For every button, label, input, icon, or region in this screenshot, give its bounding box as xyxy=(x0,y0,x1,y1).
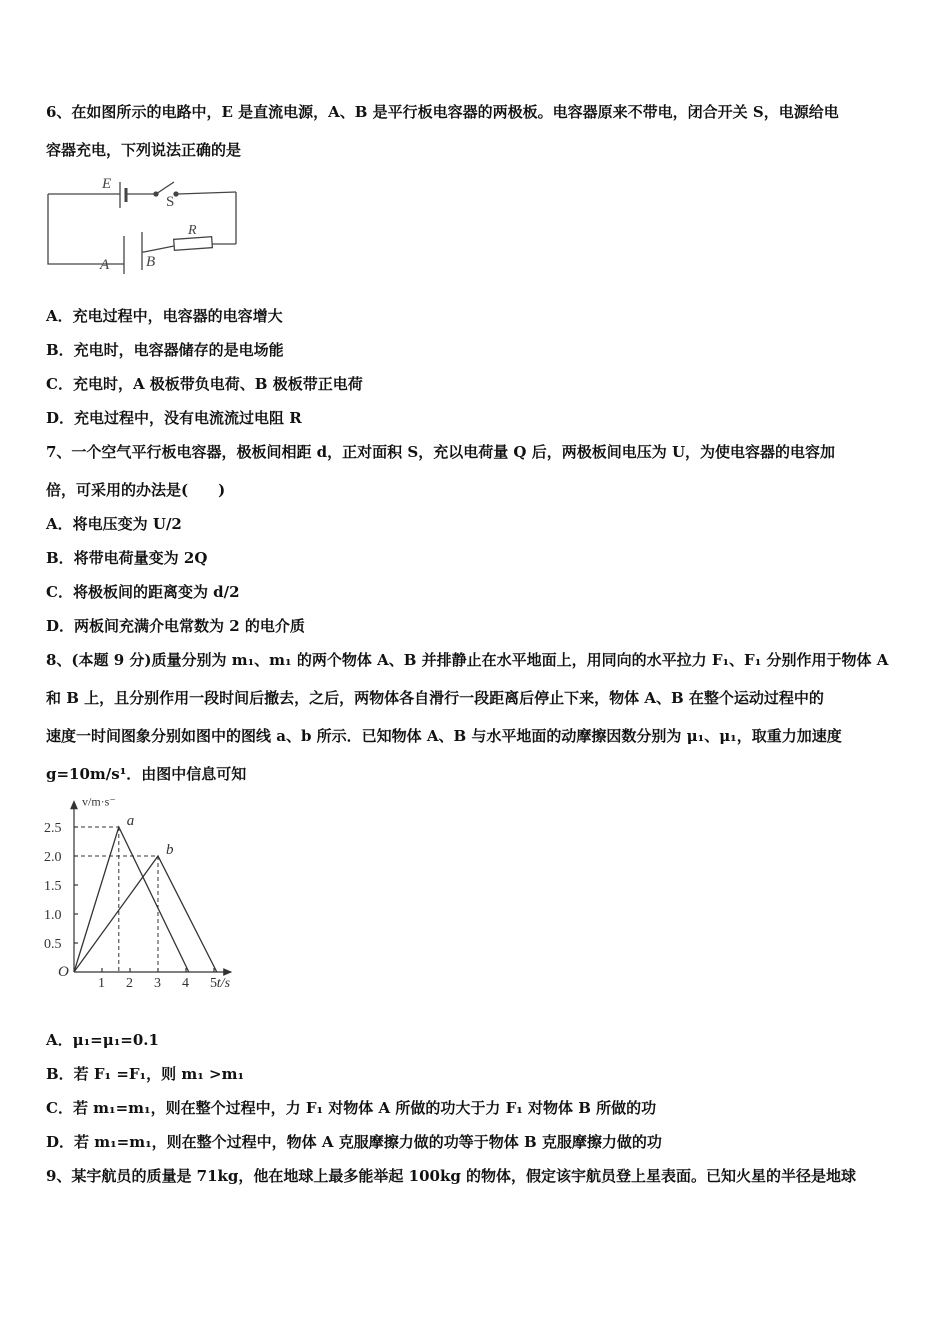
q6-option-d[interactable]: D．充电过程中，没有电流流过电阻 R xyxy=(46,409,302,427)
q7-stem-line2: 倍，可采用的办法是( ) xyxy=(46,481,226,499)
q6-option-b[interactable]: B．充电时，电容器储存的是电场能 xyxy=(46,341,284,359)
q6-option-a[interactable]: A．充电过程中，电容器的电容增大 xyxy=(46,307,283,325)
q7-stem-line1: 7、一个空气平行板电容器，极板间相距 d，正对面积 S，充以电荷量 Q 后，两极板间电压为 U，为使电容器的电容加 xyxy=(46,443,836,461)
label-s: S xyxy=(166,194,175,210)
q8-option-c[interactable]: C．若 m₁=m₁，则在整个过程中，力 F₁ 对物体 A 所做的功大于力 F₁ 对物体 B 所做的功 xyxy=(46,1099,657,1117)
series-line-b xyxy=(74,856,217,972)
q8-stem-line4: g=10m/s¹．由图中信息可知 xyxy=(46,765,247,783)
y-tick-label: 1.0 xyxy=(44,908,62,923)
x-axis-arrow xyxy=(224,969,231,975)
label-e: E xyxy=(102,176,112,192)
wire-left xyxy=(48,194,124,264)
velocity-time-chart xyxy=(40,794,260,994)
q7-option-d[interactable]: D．两板间充满介电常数为 2 的电介质 xyxy=(46,617,305,635)
q6-stem-line2: 容器充电，下列说法正确的是 xyxy=(46,141,242,159)
resistor xyxy=(174,237,213,251)
y-tick-label: 0.5 xyxy=(44,937,62,952)
y-tick-label: 1.5 xyxy=(44,879,62,894)
series-label-b: b xyxy=(166,842,174,858)
y-axis-label: v/m·s⁻ xyxy=(82,794,116,809)
x-axis-label: t/s xyxy=(216,976,231,991)
x-tick-label: 3 xyxy=(154,976,161,991)
label-r: R xyxy=(188,223,197,238)
q7-option-a[interactable]: A．将电压变为 U/2 xyxy=(46,515,182,533)
y-tick-label: 2.0 xyxy=(44,850,62,865)
q6-stem-line1: 6、在如图所示的电路中，E 是直流电源，A、B 是平行板电容器的两极板。电容器原来不带电，闭合开关 S，电源给电 xyxy=(46,103,839,121)
circuit-diagram xyxy=(44,172,244,276)
series-label-a: a xyxy=(126,813,135,829)
q8-stem-line2: 和 B 上，且分别作用一段时间后撤去，之后，两物体各自滑行一段距离后停止下来，物体 A、B 在整个运动过程中的 xyxy=(46,689,824,707)
label-a: A xyxy=(100,257,110,273)
x-tick-label: 1 xyxy=(98,976,105,991)
q8-option-b[interactable]: B．若 F₁ =F₁，则 m₁ >m₁ xyxy=(46,1065,245,1083)
switch-blade xyxy=(156,182,174,194)
label-b: B xyxy=(146,254,156,270)
q6-option-c[interactable]: C．充电时，A 极板带负电荷、B 极板带正电荷 xyxy=(46,375,363,393)
q8-stem-line1: 8、(本题 9 分)质量分别为 m₁、m₁ 的两个物体 A、B 并排静止在水平地面上，用同向的水平拉力 F₁、F₁ 分别作用于物体 A xyxy=(46,651,889,669)
x-tick-label: 4 xyxy=(182,976,189,991)
y-axis-arrow xyxy=(71,802,77,809)
q8-option-d[interactable]: D．若 m₁=m₁，则在整个过程中，物体 A 克服摩擦力做的功等于物体 B 克服摩擦力做的功 xyxy=(46,1133,662,1151)
q7-option-b[interactable]: B．将带电荷量变为 2Q xyxy=(46,549,208,567)
x-tick-label: 2 xyxy=(126,976,133,991)
x-tick-label: 5 xyxy=(210,976,217,991)
q8-option-a[interactable]: A．μ₁=μ₁=0.1 xyxy=(46,1031,159,1049)
y-tick-label: 2.5 xyxy=(44,821,62,836)
origin-label: O xyxy=(58,964,69,980)
q8-stem-line3: 速度一时间图象分别如图中的图线 a、b 所示．已知物体 A、B 与水平地面的动摩擦因数分别为 μ₁、μ₁，取重力加速度 xyxy=(46,727,842,745)
q7-option-c[interactable]: C．将极板间的距离变为 d/2 xyxy=(46,583,240,601)
q9-stem-line1: 9、某宇航员的质量是 71kg，他在地球上最多能举起 100kg 的物体，假定该宇航员登上星表面。已知火星的半径是地球 xyxy=(46,1167,857,1185)
